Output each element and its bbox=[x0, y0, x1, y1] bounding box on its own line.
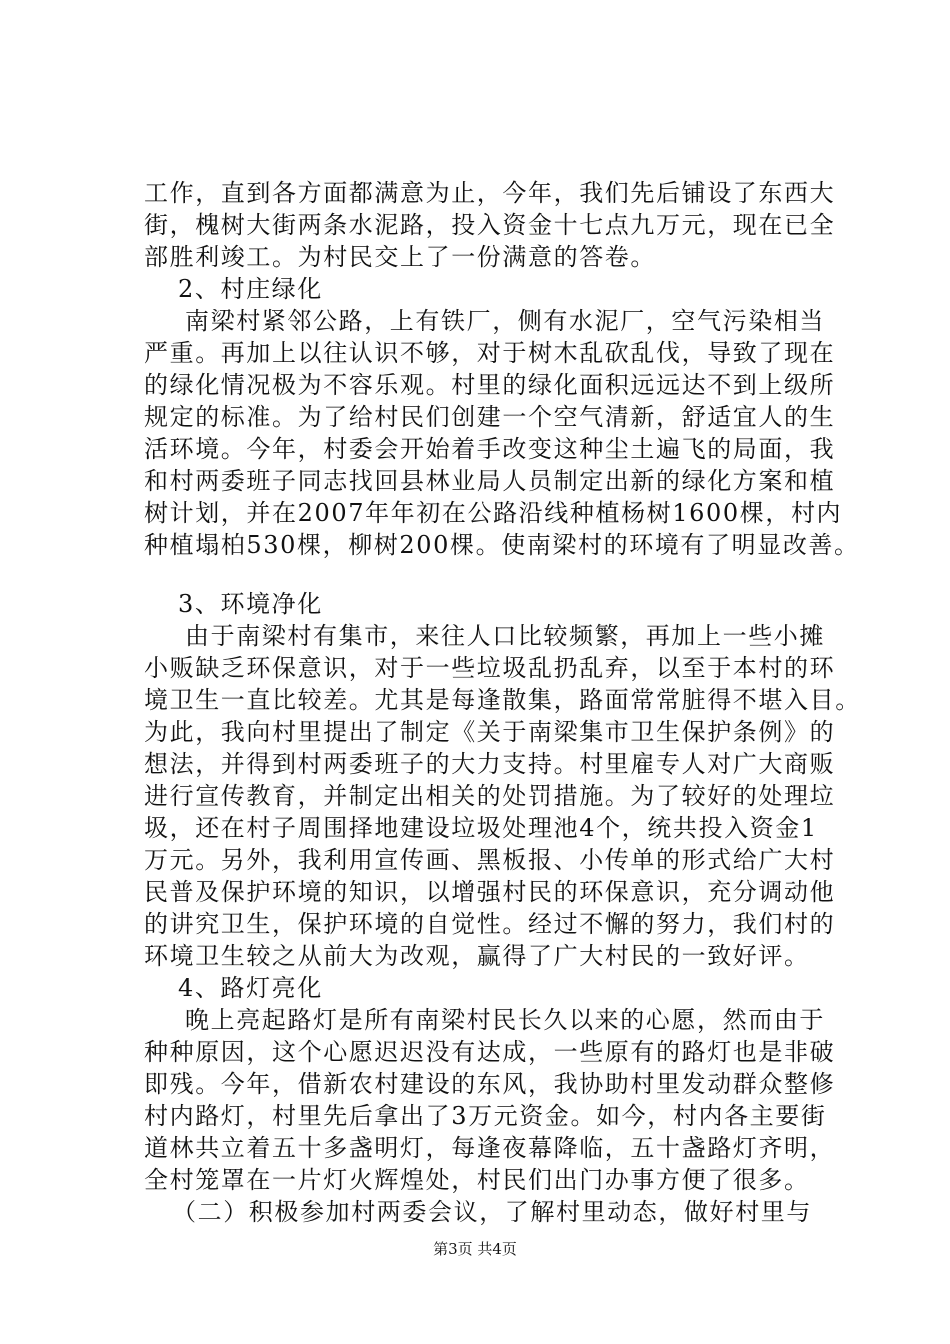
body-line: 种植塌柏530棵，柳树200棵。使南梁村的环境有了明显改善。 bbox=[144, 531, 860, 559]
body-line: 严重。再加上以往认识不够，对于树木乱砍乱伐，导致了现在 bbox=[144, 339, 836, 367]
body-line: 想法，并得到村两委班子的大力支持。村里雇专人对广大商贩 bbox=[144, 750, 836, 778]
body-line: 民普及保护环境的知识，以增强村民的环保意识，充分调动他 bbox=[144, 878, 836, 906]
page-footer bbox=[0, 1239, 950, 1259]
body-line: （二）积极参加村两委会议，了解村里动态，做好村里与 bbox=[172, 1198, 812, 1226]
body-line: 为此，我向村里提出了制定《关于南梁集市卫生保护条例》的 bbox=[144, 718, 836, 746]
body-line: 的绿化情况极为不容乐观。村里的绿化面积远远达不到上级所 bbox=[144, 371, 836, 399]
body-line: 街，槐树大街两条水泥路，投入资金十七点九万元，现在已全 bbox=[144, 211, 836, 239]
body-line: 的讲究卫生，保护环境的自觉性。经过不懈的努力，我们村的 bbox=[144, 910, 836, 938]
body-line: 由于南梁村有集市，来往人口比较频繁，再加上一些小摊 bbox=[185, 622, 825, 650]
section-heading: 2、村庄绿化 bbox=[178, 275, 323, 303]
body-line: 种种原因，这个心愿迟迟没有达成，一些原有的路灯也是非破 bbox=[144, 1038, 836, 1066]
section-heading: 4、路灯亮化 bbox=[178, 974, 323, 1002]
body-line: 环境卫生较之从前大为改观，赢得了广大村民的一致好评。 bbox=[144, 942, 810, 970]
body-line: 工作，直到各方面都满意为止，今年，我们先后铺设了东西大 bbox=[144, 179, 836, 207]
body-line: 部胜利竣工。为村民交上了一份满意的答卷。 bbox=[144, 243, 656, 271]
body-line: 圾，还在村子周围择地建设垃圾处理池4个，统共投入资金1 bbox=[144, 814, 818, 842]
body-line: 活环境。今年，村委会开始着手改变这种尘土遍飞的局面，我 bbox=[144, 435, 836, 463]
body-line: 全村笼罩在一片灯火辉煌处，村民们出门办事方便了很多。 bbox=[144, 1166, 810, 1194]
body-line: 村内路灯，村里先后拿出了3万元资金。如今，村内各主要街 bbox=[144, 1102, 827, 1130]
body-line: 道林共立着五十多盏明灯，每逢夜幕降临，五十盏路灯齐明， bbox=[144, 1134, 836, 1162]
body-line: 和村两委班子同志找回县林业局人员制定出新的绿化方案和植 bbox=[144, 467, 836, 495]
body-line: 规定的标准。为了给村民们创建一个空气清新，舒适宜人的生 bbox=[144, 403, 836, 431]
section-heading: 3、环境净化 bbox=[178, 590, 323, 618]
page-number-label: 第3页 共4页 bbox=[433, 1240, 517, 1258]
body-line: 万元。另外，我利用宣传画、黑板报、小传单的形式给广大村 bbox=[144, 846, 836, 874]
body-line: 境卫生一直比较差。尤其是每逢散集，路面常常脏得不堪入目。 bbox=[144, 686, 861, 714]
body-line: 小贩缺乏环保意识，对于一些垃圾乱扔乱弃，以至于本村的环 bbox=[144, 654, 836, 682]
body-line: 即残。今年，借新农村建设的东风，我协助村里发动群众整修 bbox=[144, 1070, 836, 1098]
body-line: 晚上亮起路灯是所有南梁村民长久以来的心愿，然而由于 bbox=[185, 1006, 825, 1034]
body-line: 树计划，并在2007年年初在公路沿线种植杨树1600棵，村内 bbox=[144, 499, 843, 527]
body-line: 南梁村紧邻公路，上有铁厂，侧有水泥厂，空气污染相当 bbox=[185, 307, 825, 335]
body-line: 进行宣传教育，并制定出相关的处罚措施。为了较好的处理垃 bbox=[144, 782, 836, 810]
